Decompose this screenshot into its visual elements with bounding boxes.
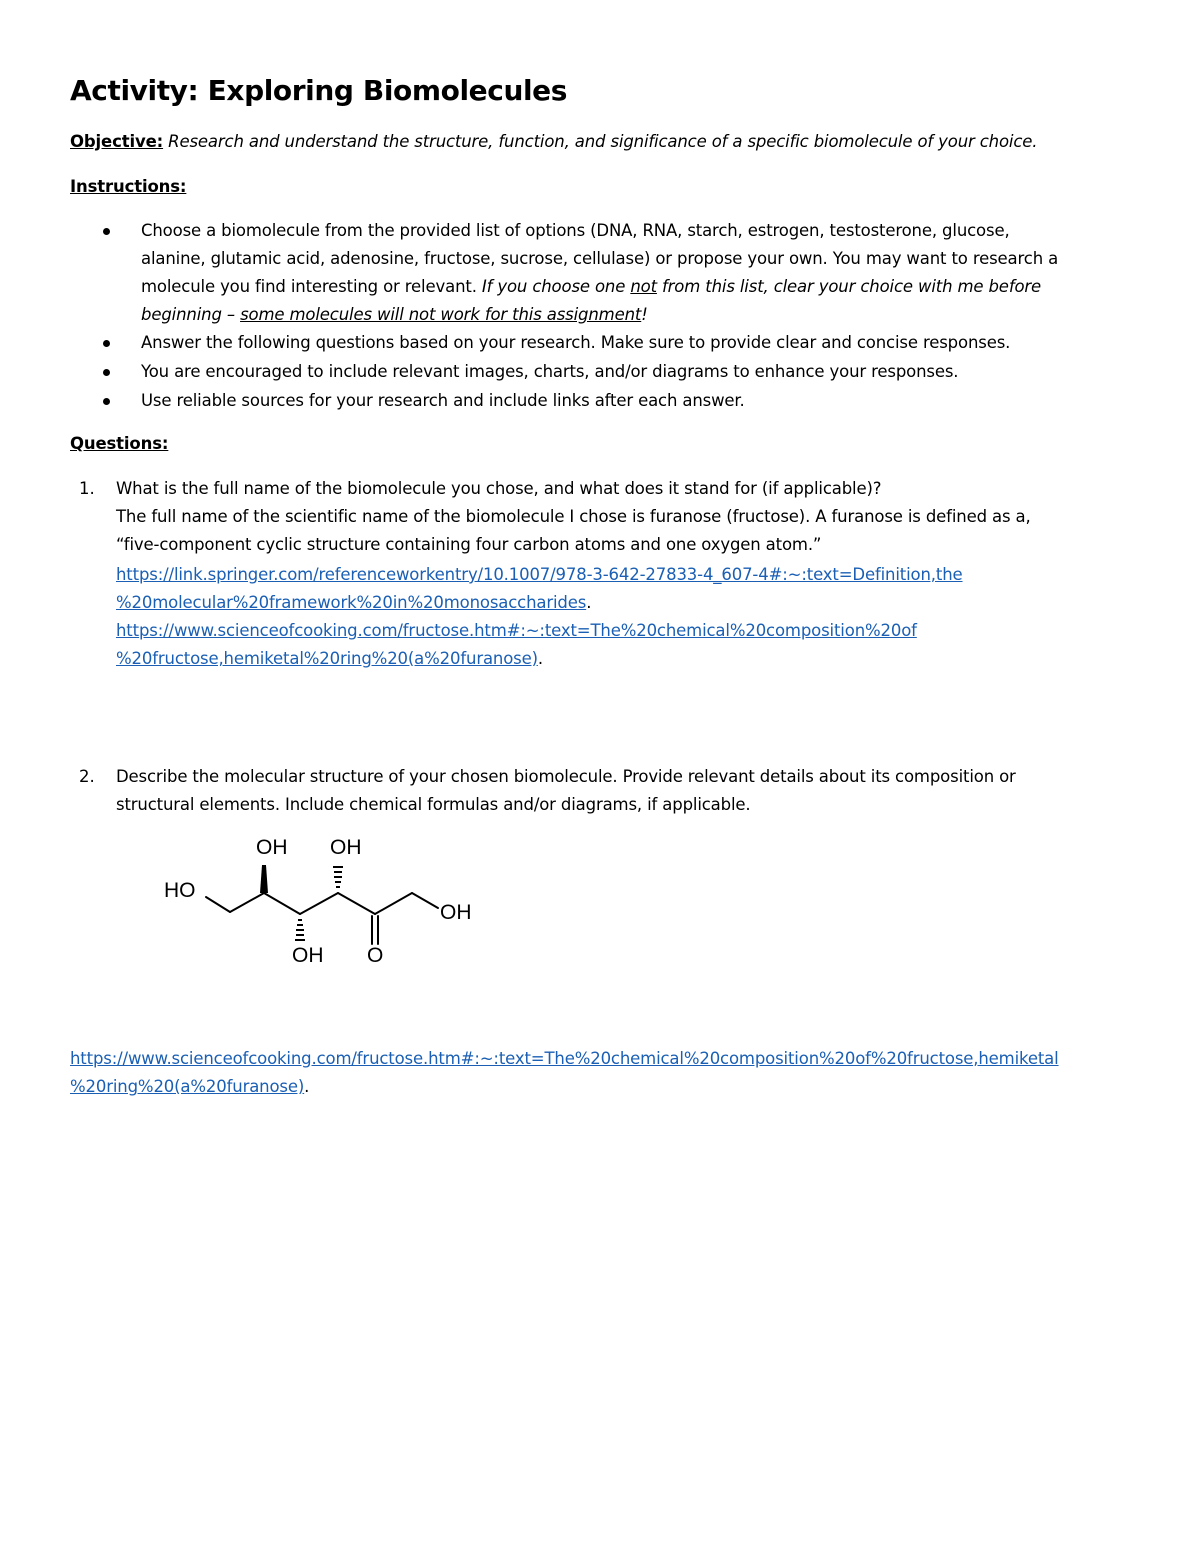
bullet1-line3-italic-a: If you choose one [481,277,631,296]
scienceofcooking-link-cont[interactable]: %20fructose,hemiketal%20ring%20(a%20furanose) [116,649,538,668]
bullet1-line3 [141,273,1041,301]
question2-line2: structural elements. Include chemical formulas and/or diagrams, if applicable. [116,795,751,814]
bullet1-line4-underline: some molecules will not work for this assignment [240,305,642,324]
page-title: Activity: Exploring Biomolecules [70,74,568,107]
objective-text: Research and understand the structure, function, and significance of a specific biomolecule of your choice. [168,132,1038,151]
springer-link[interactable]: https://link.springer.com/referenceworkentry/10.1007/978-3-642-27833-4_607-4#:~:text=Definition,the [116,565,963,584]
bullet1-line1: Choose a biomolecule from the provided list of options (DNA, RNA, starch, estrogen, testosterone, glucose, [141,221,1010,240]
hydroxyl-label-bottom: OH [292,944,324,967]
bullet3-text: You are encouraged to include relevant images, charts, and/or diagrams to enhance your responses. [141,362,959,381]
bullet1-line4 [141,301,648,329]
bullet-icon [103,228,110,235]
springer-link-line2[interactable] [116,589,591,617]
hydroxyl-label-right: OH [440,901,472,924]
scienceofcooking-link[interactable]: https://www.scienceofcooking.com/fructose.htm#:~:text=The%20chemical%20composition%20of [116,621,917,640]
cooking-link-line2[interactable] [116,645,543,673]
answer1-line2: “five-component cyclic structure containing four carbon atoms and one oxygen atom.” [116,535,822,554]
bullet1-line4-end: ! [641,305,648,324]
bullet-icon [103,340,110,347]
bullet1-line3-plain: molecule you find interesting or relevant. [141,277,482,296]
springer-link-cont[interactable]: %20molecular%20framework%20in%20monosaccharides [116,593,587,612]
hydroxyl-label-top1: OH [256,836,288,859]
bullet-icon [103,398,110,405]
wedge-bond [260,865,268,893]
hydroxyl-label-top2: OH [330,836,362,859]
bullet1-line2: alanine, glutamic acid, adenosine, fructose, sucrose, cellulase) or propose your own. You may want to research a [141,249,1059,268]
question2-line1: Describe the molecular structure of your chosen biomolecule. Provide relevant details about its composition or [116,767,1016,786]
ketone-oxygen-label: O [367,944,384,967]
bullet1-line4-italic: beginning – [141,305,241,324]
question1-text: What is the full name of the biomolecule you chose, and what does it stand for (if applicable)? [116,479,882,498]
objective-line [70,128,1037,156]
answer1-line1: The full name of the scientific name of the biomolecule I chose is furanose (fructose). A furanose is defined as a, [116,507,1031,526]
bullet2-text: Answer the following questions based on your research. Make sure to provide clear and concise responses. [141,333,1011,352]
period: . [537,649,544,668]
bullet1-line3-italic-b: from this list, clear your choice with me before [656,277,1042,296]
springer-link-line1[interactable] [116,561,963,589]
fructose-structure-diagram [160,830,490,970]
period: . [304,1077,310,1096]
question1-number: 1. [79,479,95,498]
cooking-link-line1[interactable] [116,617,917,645]
bullet-icon [103,369,110,376]
scienceofcooking-link-q2-cont[interactable]: %20ring%20(a%20furanose) [70,1077,305,1096]
instructions-heading: Instructions: [70,177,187,196]
question2-number: 2. [79,767,95,786]
q2-link-line1[interactable] [70,1045,1059,1073]
objective-label: Objective: [70,132,164,151]
q2-link-line2[interactable] [70,1073,309,1101]
questions-heading: Questions: [70,434,169,453]
hashed-bond [295,920,305,940]
bullet1-line3-not: not [630,277,657,296]
hashed-bond [333,867,343,887]
bullet4-text: Use reliable sources for your research and include links after each answer. [141,391,745,410]
scienceofcooking-link-q2[interactable]: https://www.scienceofcooking.com/fructose.htm#:~:text=The%20chemical%20composition%20of%20fructose,hemiketal [70,1049,1059,1068]
period: . [586,593,592,612]
hydroxyl-label-left: HO [164,879,196,902]
